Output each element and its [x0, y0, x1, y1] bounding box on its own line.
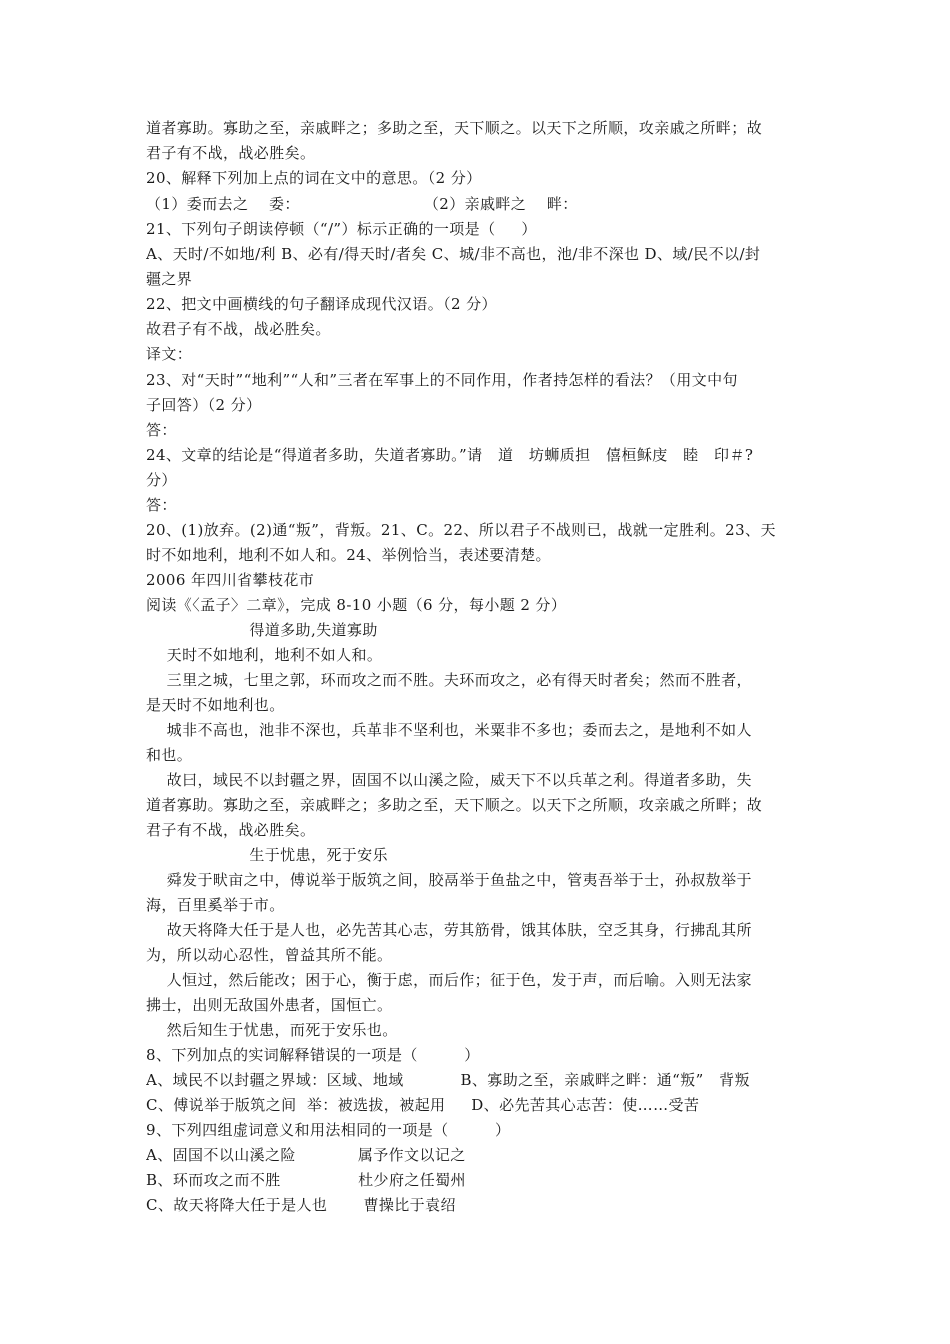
question-21: 21、下列句子朗读停顿（“/”）标示正确的一项是（ ）	[146, 220, 537, 238]
answer-key: 20、(1)放弃。(2)通“叛”，背叛。21、C。22、所以君子不战则已，战就一定胜利。23、天	[146, 521, 776, 539]
question-9-option: A、固国不以山溪之险 属予作文以记之	[146, 1146, 466, 1164]
text-line: 子回答）（2 分）	[146, 396, 262, 414]
passage-line: 和也。	[146, 746, 193, 764]
passage-line: 人恒过，然后能改；困于心，衡于虑，而后作；征于色，发于声，而后喻。入则无法家	[146, 971, 752, 989]
answer-label: 答：	[146, 496, 177, 514]
text-line: 疆之界	[146, 270, 193, 288]
passage-line: 道者寡助。寡助之至，亲戚畔之；多助之至，天下顺之。以天下之所顺，攻亲戚之所畔；故	[146, 796, 763, 814]
question-9-option: B、环而攻之而不胜 杜少府之任蜀州	[146, 1171, 466, 1189]
question-20-items: （1）委而去之 委： （2）亲戚畔之 畔：	[146, 195, 578, 213]
passage-title: 生于忧患，死于安乐	[146, 846, 388, 864]
question-24: 24、文章的结论是“得道者多助，失道者寡助。”请 道 坊蛳质担 僖桓稣庋 睦 印＃?	[146, 446, 754, 464]
question-8-options: C、傅说举于版筑之间 举：被选拔，被起用 D、必先苦其心志苦：使……受苦	[146, 1096, 700, 1114]
passage-line: 海，百里奚举于市。	[146, 896, 285, 914]
passage-line: 是天时不如地利也。	[146, 696, 285, 714]
text-line: 分）	[146, 471, 177, 489]
question-21-options: A、天时/不如地/利 B、必有/得天时/者矣 C、城/非不高也，池/非不深也 D、域/民不以/封	[146, 245, 761, 263]
answer-label: 答：	[146, 421, 177, 439]
question-9-option: C、故天将降大任于是人也 曹操比于袁绍	[146, 1196, 456, 1214]
passage-line: 城非不高也，池非不深也，兵革非不坚利也，米粟非不多也；委而去之，是地利不如人	[146, 721, 752, 739]
question-9: 9、下列四组虚词意义和用法相同的一项是（ ）	[146, 1121, 511, 1139]
answer-key: 时不如地利，地利不如人和。24、举例恰当，表述要清楚。	[146, 546, 551, 564]
passage-line: 天时不如地利，地利不如人和。	[146, 646, 383, 664]
text-line: 君子有不战，战必胜矣。	[146, 144, 316, 162]
passage-line: 拂士，出则无敌国外患者，国恒亡。	[146, 996, 393, 1014]
question-22: 22、把文中画横线的句子翻译成现代汉语。（2 分）	[146, 295, 497, 313]
question-8-options: A、域民不以封疆之界域：区域、地域 B、寡助之至，亲戚畔之畔：通“叛” 背叛	[146, 1071, 750, 1089]
passage-line: 君子有不战，战必胜矣。	[146, 821, 316, 839]
passage-title: 得道多助,失道寡助	[146, 621, 378, 639]
question-8: 8、下列加点的实词解释错误的一项是（ ）	[146, 1046, 480, 1064]
passage-line: 故曰，域民不以封疆之界，固国不以山溪之险，威天下不以兵革之利。得道者多助，失	[146, 771, 752, 789]
question-23: 23、对“天时”“地利”“人和”三者在军事上的不同作用，作者持怎样的看法？（用文中句	[146, 371, 738, 389]
translation-label: 译文：	[146, 345, 193, 363]
question-20: 20、解释下列加上点的词在文中的意思。（2 分）	[146, 169, 482, 187]
passage-line: 为，所以动心忍性，曾益其所不能。	[146, 946, 393, 964]
text-line: 故君子有不战，战必胜矣。	[146, 320, 331, 338]
passage-line: 舜发于畎亩之中，傅说举于版筑之间，胶鬲举于鱼盐之中，管夷吾举于士，孙叔敖举于	[146, 871, 752, 889]
passage-line: 三里之城，七里之郭，环而攻之而不胜。夫环而攻之，必有得天时者矣；然而不胜者，	[146, 671, 752, 689]
passage-line: 故天将降大任于是人也，必先苦其心志，劳其筋骨，饿其体肤，空乏其身，行拂乱其所	[146, 921, 752, 939]
text-line: 道者寡助。寡助之至，亲戚畔之；多助之至，天下顺之。以天下之所顺，攻亲戚之所畔；故	[146, 119, 763, 137]
section-source: 2006 年四川省攀枝花市	[146, 571, 315, 589]
reading-instruction: 阅读《〈孟子〉二章》，完成 8-10 小题（6 分，每小题 2 分）	[146, 596, 567, 614]
passage-line: 然后知生于忧患，而死于安乐也。	[146, 1021, 398, 1039]
